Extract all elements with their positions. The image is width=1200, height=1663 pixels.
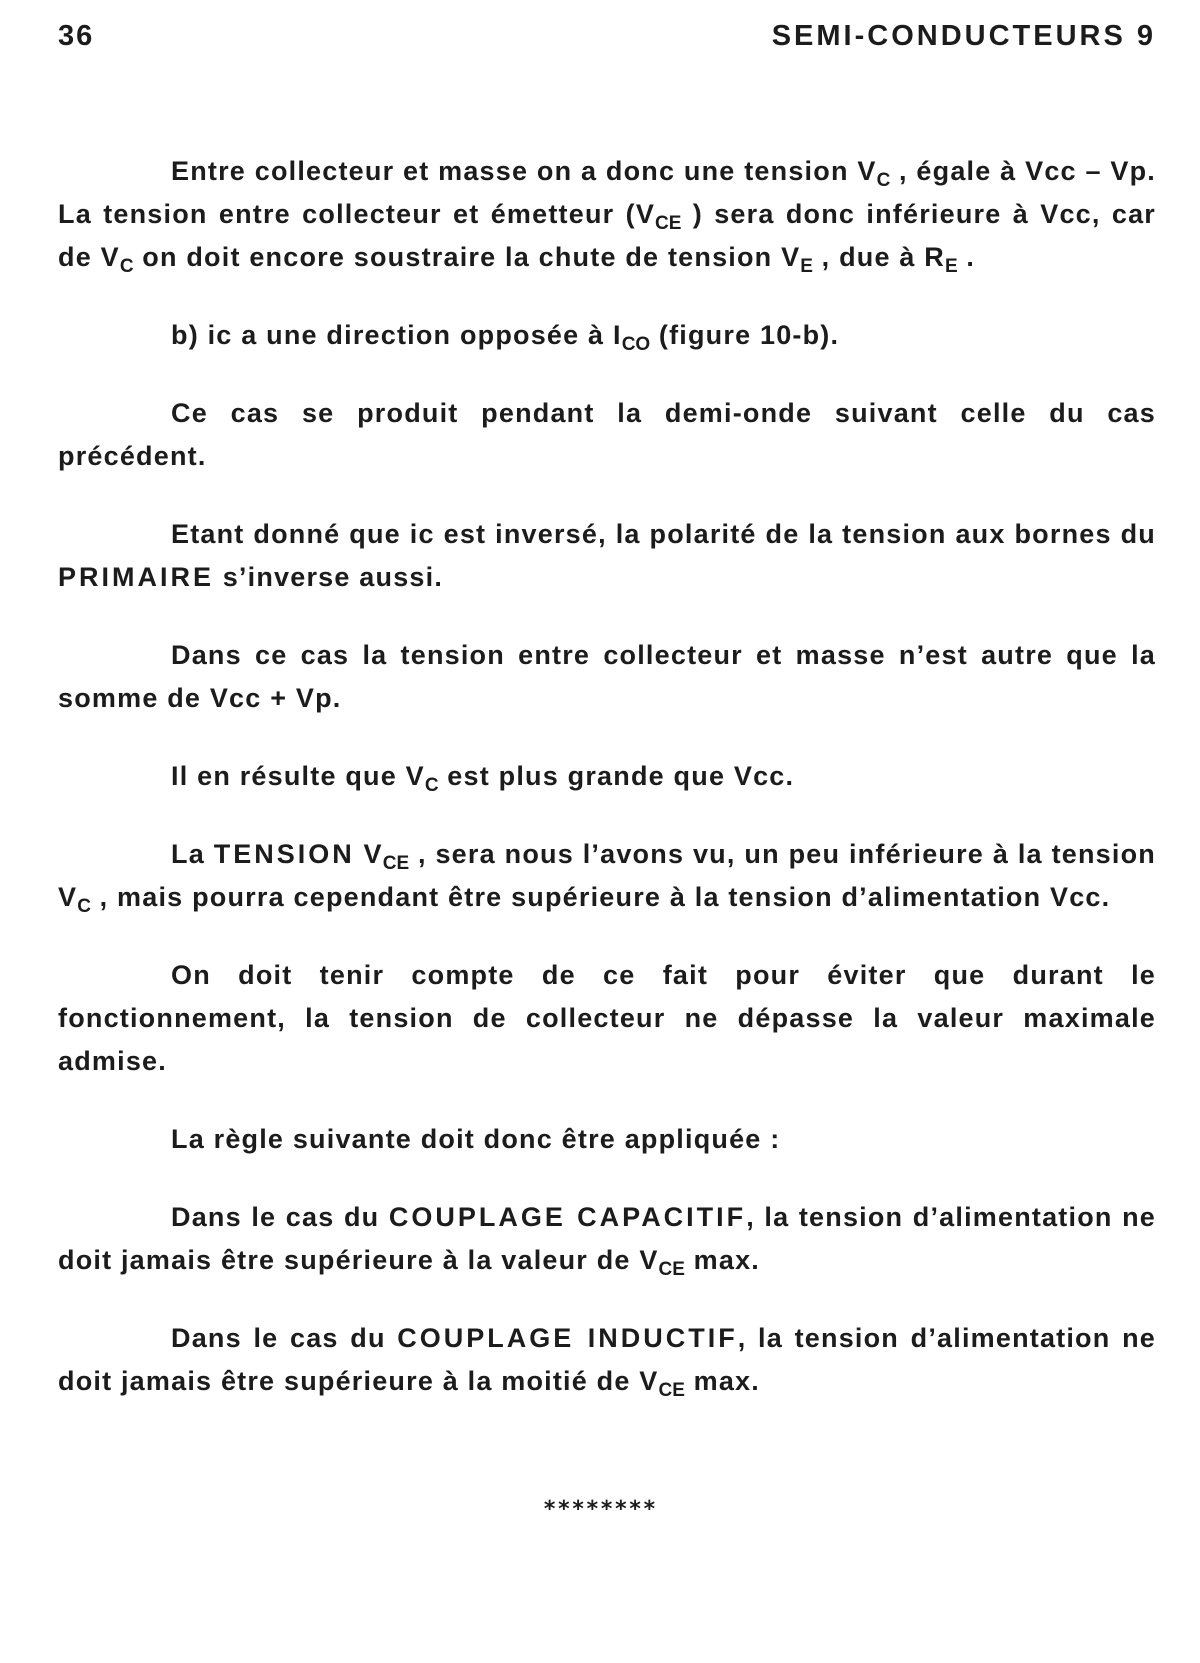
- subscript: C: [424, 775, 439, 796]
- subscript: C: [77, 896, 91, 917]
- text-run: La: [171, 839, 214, 869]
- text-run: , égale à Vcc – Vp. La tension entre collecteur et émetteur (V: [58, 156, 1156, 229]
- text-run: b) ic a une direction opposée à I: [171, 320, 622, 350]
- text-run: Dans ce cas la tension entre collecteur et masse n’est autre que la somme de Vcc + Vp.: [58, 640, 1156, 713]
- paragraph-6: [58, 755, 1156, 798]
- body-text: [58, 150, 1156, 1403]
- text-run: est plus grande que Vcc.: [438, 761, 795, 791]
- text-run: , due à R: [812, 242, 946, 272]
- paragraph-3: [58, 392, 1156, 478]
- text-run: Il en résulte que V: [171, 761, 425, 791]
- end-of-section-marker: ********: [543, 1497, 657, 1522]
- paragraph-5: [58, 634, 1156, 720]
- emphasis-caps: COUPLAGE INDUCTIF: [397, 1323, 738, 1353]
- text-run: , sera nous l’avons vu, un peu inférieure à la tension V: [58, 839, 1156, 912]
- text-run: Ce cas se produit pendant la demi-onde suivant celle du cas précédent.: [58, 398, 1156, 471]
- text-run: Etant donné que ic est inversé, la polarité de la tension aux bornes du: [171, 519, 1156, 549]
- subscript: CE: [658, 1259, 685, 1280]
- subscript: CE: [658, 1380, 685, 1401]
- paragraph-4: [58, 513, 1156, 599]
- paragraph-1: [58, 150, 1156, 279]
- text-run: , la tension d’alimentation ne doit jamais être supérieure à la valeur de V: [58, 1202, 1157, 1275]
- text-run: Dans le cas du: [171, 1202, 389, 1232]
- paragraph-2: [58, 314, 1156, 357]
- subscript: CE: [382, 853, 410, 874]
- text-run: V: [354, 839, 383, 869]
- text-run: s’inverse aussi.: [214, 562, 444, 592]
- running-title: SEMI-CONDUCTEURS 9: [771, 20, 1156, 52]
- text-run: , mais pourra cependant être supérieure à la tension d’alimentation Vcc.: [90, 882, 1111, 912]
- emphasis-caps: COUPLAGE CAPACITIF: [388, 1202, 747, 1232]
- paragraph-9: [58, 1118, 1156, 1161]
- subscript: E: [945, 256, 958, 277]
- text-run: max.: [684, 1366, 760, 1396]
- subscript: E: [800, 256, 813, 277]
- text-run: max.: [684, 1245, 760, 1275]
- text-run: (figure 10-b).: [650, 320, 840, 350]
- text-run: , la tension d’alimentation ne doit jamais être supérieure à la moitié de V: [58, 1323, 1156, 1396]
- text-run: On doit tenir compte de ce fait pour éviter que durant le fonctionnement, la tension de collecteur ne dépasse la valeur maximale admise.: [58, 960, 1156, 1076]
- text-run: .: [957, 242, 976, 272]
- page-number: 36: [58, 20, 95, 52]
- emphasis-caps: PRIMAIRE: [58, 562, 215, 592]
- paragraph-11: [58, 1317, 1156, 1403]
- paragraph-7: [58, 833, 1156, 919]
- text-run: La règle suivante doit donc être appliquée :: [171, 1124, 781, 1154]
- emphasis-caps: TENSION: [213, 839, 355, 869]
- text-run: ) sera donc inférieure à Vcc, car de V: [58, 199, 1156, 272]
- subscript: C: [119, 256, 134, 277]
- subscript: CE: [655, 213, 682, 234]
- page-header: [58, 20, 1156, 60]
- paragraph-10: [58, 1196, 1156, 1282]
- subscript: CO: [621, 334, 651, 355]
- text-run: on doit encore soustraire la chute de tension V: [133, 242, 801, 272]
- text-run: Entre collecteur et masse on a donc une tension V: [171, 156, 877, 186]
- subscript: C: [876, 170, 891, 191]
- text-run: Dans le cas du: [171, 1323, 398, 1353]
- paragraph-8: [58, 954, 1156, 1083]
